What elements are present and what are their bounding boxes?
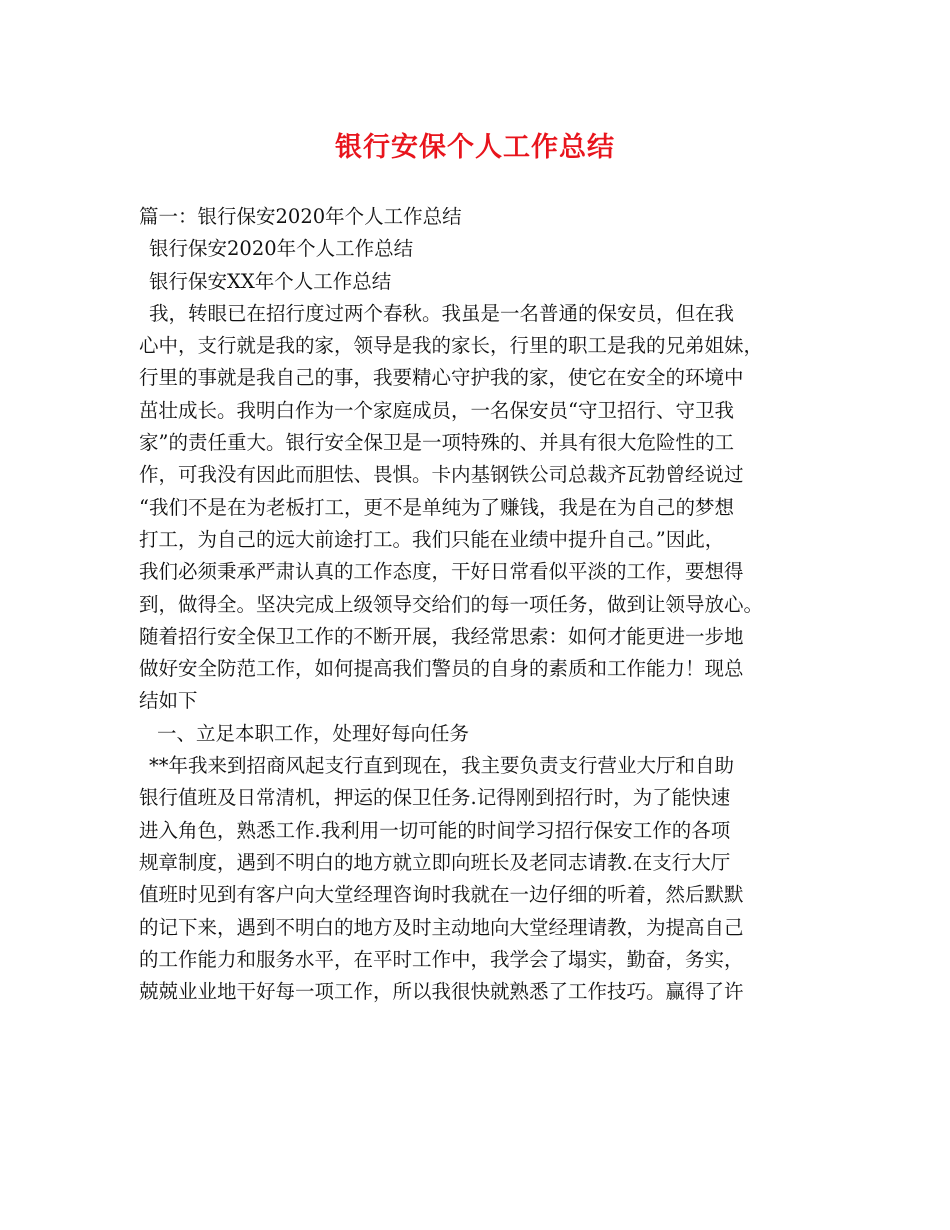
text-line: **年我来到招商风起支行直到现在，我主要负责支行营业大厅和自助 [149,754,735,778]
text-line: 进入角色，熟悉工作.我利用一切可能的时间学习招行保安工作的各项 [139,818,731,842]
document-body [139,201,829,1008]
text-line: 结如下 [139,689,198,713]
text-line: 随着招行安全保卫工作的不断开展，我经常思索：如何才能更进一步地 [139,624,744,648]
document-title: 银行安保个人工作总结 [335,132,615,163]
text-line: 的工作能力和服务水平，在平时工作中，我学会了塌实，勤奋，务实， [139,947,744,971]
section-heading: 篇一：银行保安2020年个人工作总结 [139,205,462,228]
text-line: 打工，为自己的远大前途打工。我们只能在业绩中提升自己。”因此， [139,527,725,551]
text-line: 做好安全防范工作，如何提高我们警员的自身的素质和工作能力！现总 [139,657,744,681]
text-line: 茁壮成长。我明白作为一个家庭成员，一名保安员“守卫招行、守卫我 [139,398,734,422]
text-line: 兢兢业业地干好每一项工作，所以我很快就熟悉了工作技巧。赢得了许 [139,980,744,1004]
text-line: 家”的责任重大。银行安全保卫是一项特殊的、并具有很大危险性的工 [139,431,734,455]
subsection-heading: 一、立足本职工作，处理好每向任务 [157,721,470,745]
text-line: 规章制度，遇到不明白的地方就立即向班长及老同志请教.在支行大厅 [139,850,731,874]
text-line: 的记下来，遇到不明白的地方及时主动地向大堂经理请教，为提高自己 [139,915,744,939]
text-line: 到，做得全。坚决完成上级领导交给们的每一项任务，做到让领导放心。 [139,592,764,616]
text-line: 银行值班及日常清机，押运的保卫任务.记得刚到招行时，为了能快速 [139,786,731,810]
text-line: 银行保安XX年个人工作总结 [149,269,392,293]
text-line: 银行保安2020年个人工作总结 [149,237,414,261]
text-line: 我们必须秉承严肃认真的工作态度，干好日常看似平淡的工作，要想得 [139,560,744,584]
text-line: “我们不是在为老板打工，更不是单纯为了赚钱，我是在为自己的梦想 [139,495,734,519]
text-line: 作，可我没有因此而胆怯、畏惧。卡内基钢铁公司总裁齐瓦勃曾经说过 [139,463,744,487]
text-line: 值班时见到有客户向大堂经理咨询时我就在一边仔细的听着，然后默默 [139,883,744,907]
text-line: 心中，支行就是我的家，领导是我的家长，行里的职工是我的兄弟姐妹， [139,334,764,358]
text-line: 行里的事就是我自己的事，我要精心守护我的家，使它在安全的环境中 [139,366,744,390]
text-line: 我，转眼已在招行度过两个春秋。我虽是一名普通的保安员，但在我 [149,301,735,325]
